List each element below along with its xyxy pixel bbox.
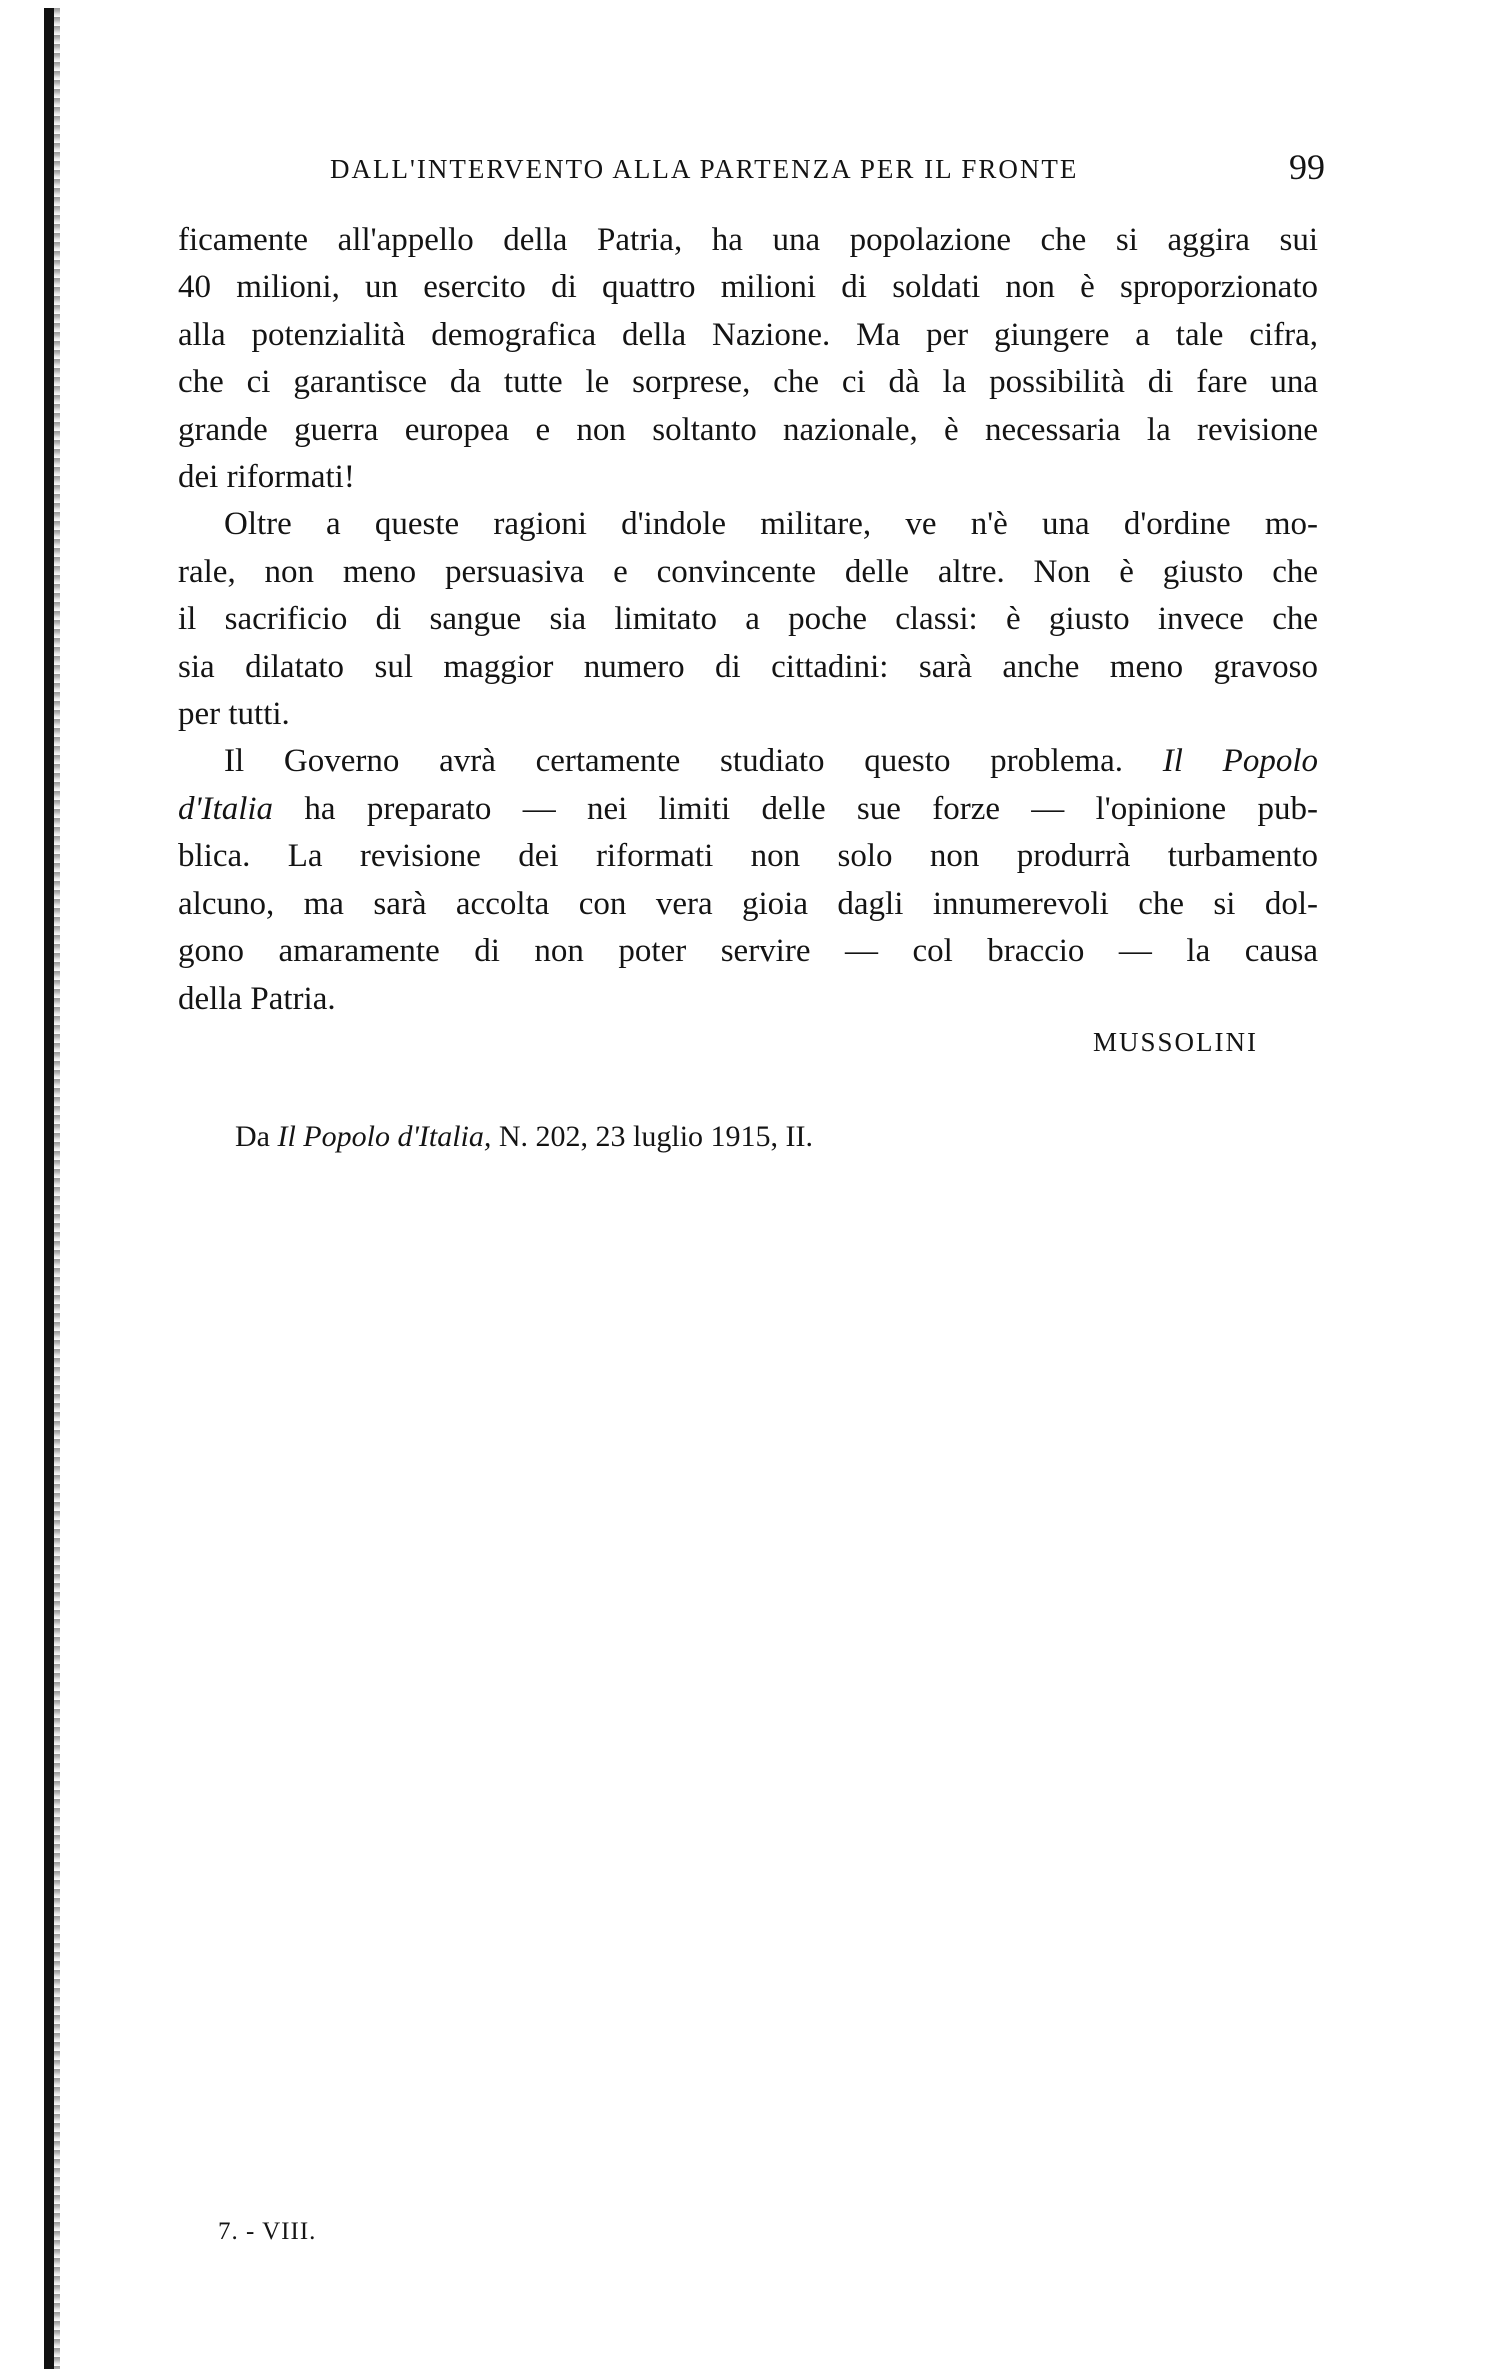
source-title: Il Popolo d'Italia, xyxy=(277,1120,492,1153)
newspaper-title: d'Italia xyxy=(178,790,274,827)
text-line: il sacrificio di sangue sia limitato a poche classi: è giusto invece che xyxy=(178,601,1318,638)
text-line: blica. La revisione dei riformati non solo non produrrà turbamento xyxy=(178,838,1318,875)
text-line: sia dilatato sul maggior numero di cittadini: sarà anche meno gravoso xyxy=(178,648,1318,685)
text-line: 40 milioni, un esercito di quattro milioni di soldati non è sproporzionato xyxy=(178,269,1318,306)
running-head: DALL'INTERVENTO ALLA PARTENZA PER IL FRONTE xyxy=(330,154,1079,184)
body-text xyxy=(178,217,1318,1023)
text-line: rale, non meno persuasiva e convincente delle altre. Non è giusto che xyxy=(178,553,1318,590)
text-line: che ci garantisce da tutte le sorprese, che ci dà la possibilità di fare una xyxy=(178,364,1318,401)
page-spine-shadow xyxy=(54,8,60,2369)
printer-signature-mark: 7. - VIII. xyxy=(218,2218,317,2245)
text-line: grande guerra europea e non soltanto nazionale, è necessaria la revisione xyxy=(178,411,1318,448)
text-line: della Patria. xyxy=(178,980,336,1017)
text-line: gono amaramente di non poter servire — col braccio — la causa xyxy=(178,933,1318,970)
text-line: d'Italia ha preparato — nei limiti delle sue forze — l'opinione pub- xyxy=(178,790,1318,827)
page-header xyxy=(330,147,1325,190)
text-line: dei riformati! xyxy=(178,459,355,496)
paragraph xyxy=(178,501,1318,738)
source-details: N. 202, 23 luglio 1915, II. xyxy=(491,1120,814,1153)
newspaper-title: Il Popolo xyxy=(1162,743,1318,780)
page-spine-edge xyxy=(44,8,54,2369)
text-line: alcuno, ma sarà accolta con vera gioia dagli innumerevoli che si dol- xyxy=(178,885,1318,922)
text-line: Oltre a queste ragioni d'indole militare, ve n'è una d'ordine mo- xyxy=(224,506,1318,543)
paragraph xyxy=(178,217,1318,501)
paragraph xyxy=(178,738,1318,1022)
author-signature: MUSSOLINI xyxy=(1092,1027,1258,1057)
page-number: 99 xyxy=(1289,147,1325,187)
source-prefix: Da xyxy=(235,1120,278,1153)
text-line: ficamente all'appello della Patria, ha una popolazione che si aggira sui xyxy=(178,222,1318,258)
source-citation xyxy=(235,1120,813,1154)
text-line: per tutti. xyxy=(178,696,290,733)
text-line: alla potenzialità demografica della Nazione. Ma per giungere a tale cifra, xyxy=(178,316,1318,353)
text-line: Il Governo avrà certamente studiato questo problema. Il Popolo xyxy=(224,743,1318,780)
